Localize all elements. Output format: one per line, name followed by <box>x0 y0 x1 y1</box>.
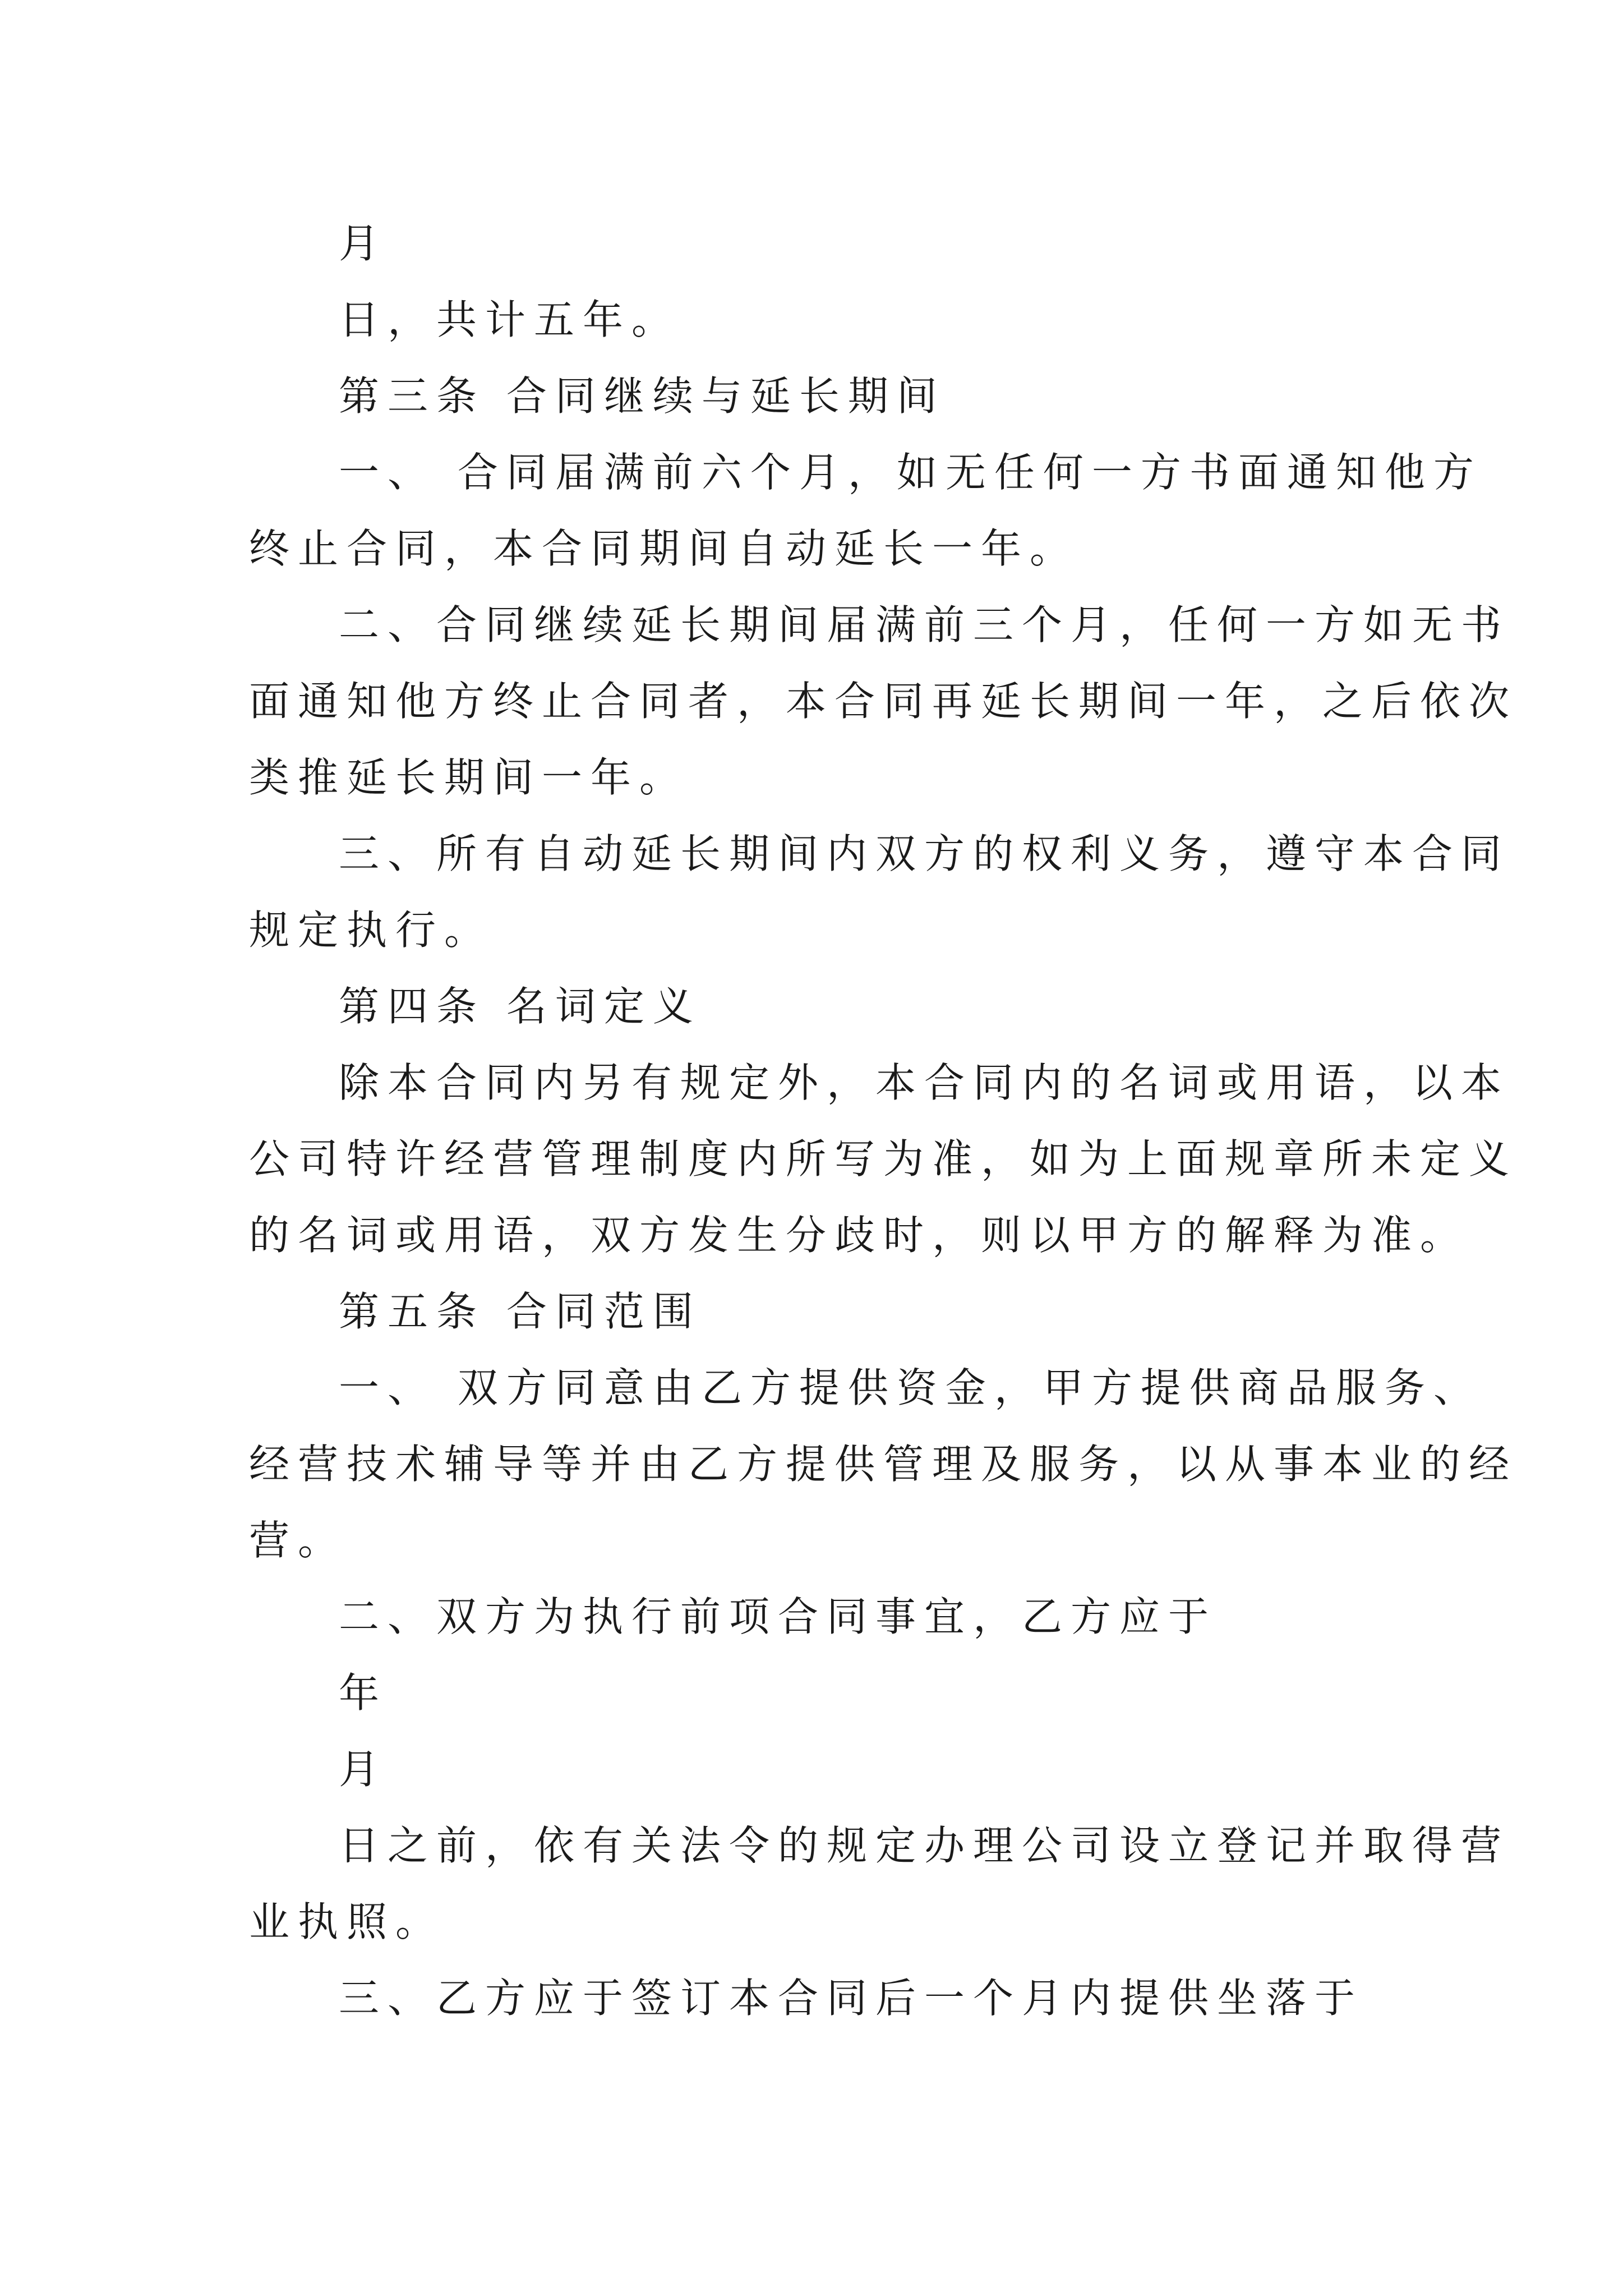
article-5-clause-2-line-2: 日之前，依有关法令的规定办理公司设立登记并取得营 <box>339 1822 1510 1869</box>
article-3-clause-3-line-1: 三、所有自动延长期间内双方的权利义务，遵守本合同 <box>339 830 1510 877</box>
article-3-clause-2-line-3: 类推延长期间一年。 <box>249 754 689 801</box>
article-5-clause-1-line-2: 经营技术辅导等并由乙方提供管理及服务，以从事本业的经 <box>249 1441 1518 1488</box>
text-line-day-total: 日，共计五年。 <box>339 296 681 343</box>
article-5-clause-3-line-1: 三、乙方应于签订本合同后一个月内提供坐落于 <box>339 1975 1364 2022</box>
article-3-clause-1-line-2: 终止合同，本合同期间自动延长一年。 <box>249 525 1079 572</box>
article-4-body-line-3: 的名词或用语，双方发生分歧时，则以甲方的解释为准。 <box>249 1212 1469 1259</box>
article-4-body-line-1: 除本合同内另有规定外，本合同内的名词或用语，以本 <box>339 1059 1510 1106</box>
article-4-body-line-2: 公司特许经营管理制度内所写为准，如为上面规章所未定义 <box>249 1135 1518 1182</box>
article-5-clause-1-line-3: 营。 <box>249 1517 347 1564</box>
text-line-month: 月 <box>339 220 388 267</box>
article-5-clause-1-line-1: 一、 双方同意由乙方提供资金，甲方提供商品服务、 <box>339 1364 1482 1411</box>
article-4-heading: 第四条 名词定义 <box>339 983 702 1030</box>
article-5-clause-2-line-3: 业执照。 <box>249 1898 445 1945</box>
text-line-month-2: 月 <box>339 1746 388 1793</box>
text-line-year: 年 <box>339 1669 388 1717</box>
article-3-heading: 第三条 合同继续与延长期间 <box>339 372 946 420</box>
article-5-heading: 第五条 合同范围 <box>339 1288 702 1335</box>
article-3-clause-1-line-1: 一、 合同届满前六个月，如无任何一方书面通知他方 <box>339 449 1482 496</box>
article-3-clause-2-line-2: 面通知他方终止合同者，本合同再延长期间一年，之后依次 <box>249 678 1518 725</box>
article-3-clause-3-line-2: 规定执行。 <box>249 907 494 954</box>
article-5-clause-2-line-1: 二、双方为执行前项合同事宜，乙方应于 <box>339 1593 1218 1640</box>
article-3-clause-2-line-1: 二、合同继续延长期间届满前三个月，任何一方如无书 <box>339 601 1510 648</box>
